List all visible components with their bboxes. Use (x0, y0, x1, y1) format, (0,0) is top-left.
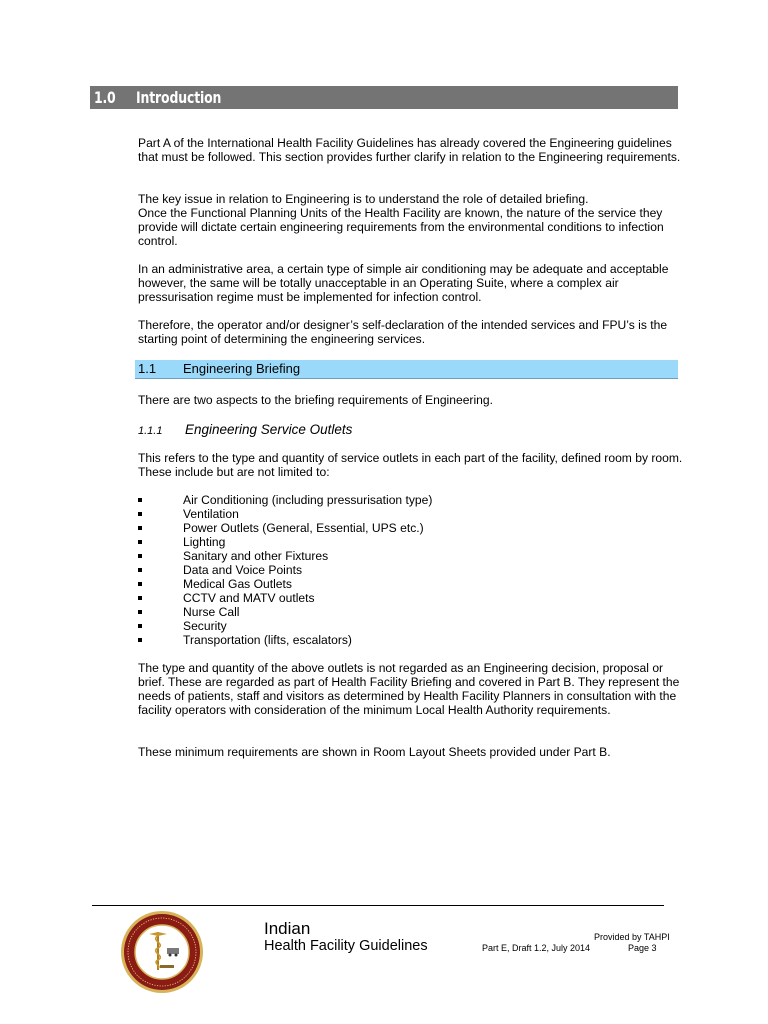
bullet-icon (138, 582, 142, 586)
seal-logo-icon (120, 910, 204, 994)
section-heading-bar (90, 86, 678, 109)
subsection-heading-bar (135, 360, 678, 379)
intro-paragraph-5: Therefore, the operator and/or designer’s self-declaration of the intended services and FPU’s is the starting point of determining the engineering services. (138, 318, 668, 346)
closing-paragraph-2: These minimum requirements are shown in Room Layout Sheets provided under Part B. (138, 745, 611, 759)
bullet-icon (138, 596, 142, 600)
bullet-icon (138, 554, 142, 558)
footer-title-line1: Indian (264, 919, 311, 938)
section-title: Introduction (136, 88, 222, 107)
document-page: 1.0 Introduction Part A of the International Health Facility Guidelines has already covered the Engineering guidelines that must be followed. This section provides further clarify in relation to the Engineering requirements. The key issue in relation to Engineering is to understand the role of detailed briefing. Once the Functional Planning Units of the Health Facility are known, the nature of the service they provide will dictate certain engineering requirements from the environmental conditions to infection control. In an administrative area, a certain type of simple air conditioning may be adequate and acceptable however, the same will be totally unacceptable in an Operating Suite, where a complex air pressurisation regime must be implemented for infection control. Therefore, the operator and/or designer’s self-declaration of the intended services and FPU’s is the starting point of determining the engineering services. 1.1 Engineering Briefing There are two aspects to the briefing requirements of Engineering. 1.1.1 Engineering Service Outlets This refers to the type and quantity of service outlets in each part of the facility, defined room by room. These include but are not limited to: Air Conditioning (including pressurisation type) Ventilation Power Outlets (General, Essential, UPS etc.) Lighting Sanitary and other Fixtures Data and Voice Points Medical Gas Outlets CCTV and MATV outlets Nurse Call Security Transportation (lifts, escalators) The type and quantity of the above outlets is not regarded as an Engineering decision, proposal or brief. These are regarded as part of Health Facility Briefing and covered in Part B. They represent the needs of patients, staff and visitors as determined by Health Facility Planners in consultation with the facility operators with consideration of the minimum Local Health Authority requirements. These minimum requirements are shown in Room Layout Sheets provided under Part B. Indian Health Facility Guidelines Provided by TAHPI Part E, Draft 1.2, July 2014 Page 3 (0, 0, 768, 1024)
footer-provided-by: Provided by TAHPI (594, 932, 670, 942)
subsubsection-title: Engineering Service Outlets (185, 422, 353, 437)
bullet-icon (138, 540, 142, 544)
footer-page-number: Page 3 (628, 943, 657, 953)
intro-paragraph-3: Once the Functional Planning Units of the Health Facility are known, the nature of the service they provide will dictate certain engineering requirements from the environmental conditions to infection control. (138, 206, 664, 248)
subsection-title: Engineering Briefing (183, 361, 301, 376)
intro-paragraph-4: In an administrative area, a certain type of simple air conditioning may be adequate and acceptable however, the same will be totally unacceptable in an Operating Suite, where a complex air pressurisation regime must be implemented for infection control. (138, 262, 669, 304)
footer-draft: Part E, Draft 1.2, July 2014 (482, 943, 591, 953)
outlets-intro: This refers to the type and quantity of service outlets in each part of the facility, defined room by room. These include but are not limited to: (138, 451, 683, 479)
bullet-icon (138, 610, 142, 614)
bullet-icon (138, 624, 142, 628)
closing-paragraph-1: The type and quantity of the above outlets is not regarded as an Engineering decision, proposal or brief. These are regarded as part of Health Facility Briefing and covered in Part B. They represent the needs of patients, staff and visitors as determined by Health Facility Planners in consultation with the facility operators with consideration of the minimum Local Health Authority requirements. (138, 661, 680, 717)
subsubsection-number: 1.1.1 (138, 425, 163, 437)
footer-title-line2: Health Facility Guidelines (264, 938, 428, 954)
intro-paragraph-2: The key issue in relation to Engineering is to understand the role of detailed briefing. (138, 192, 589, 206)
section-number: 1.0 (94, 88, 116, 107)
bullet-icon (138, 512, 142, 516)
subsection-intro: There are two aspects to the briefing requirements of Engineering. (138, 393, 493, 407)
subsection-number: 1.1 (138, 361, 157, 376)
bullet-icon (138, 638, 142, 642)
intro-paragraph-1: Part A of the International Health Facility Guidelines has already covered the Engineering guidelines that must be followed. This section provides further clarify in relation to the Engineering requirements. (138, 136, 681, 164)
footer-divider (92, 905, 664, 906)
bullet-icon (138, 498, 142, 502)
bullet-icon (138, 526, 142, 530)
bullet-icon (138, 568, 142, 572)
